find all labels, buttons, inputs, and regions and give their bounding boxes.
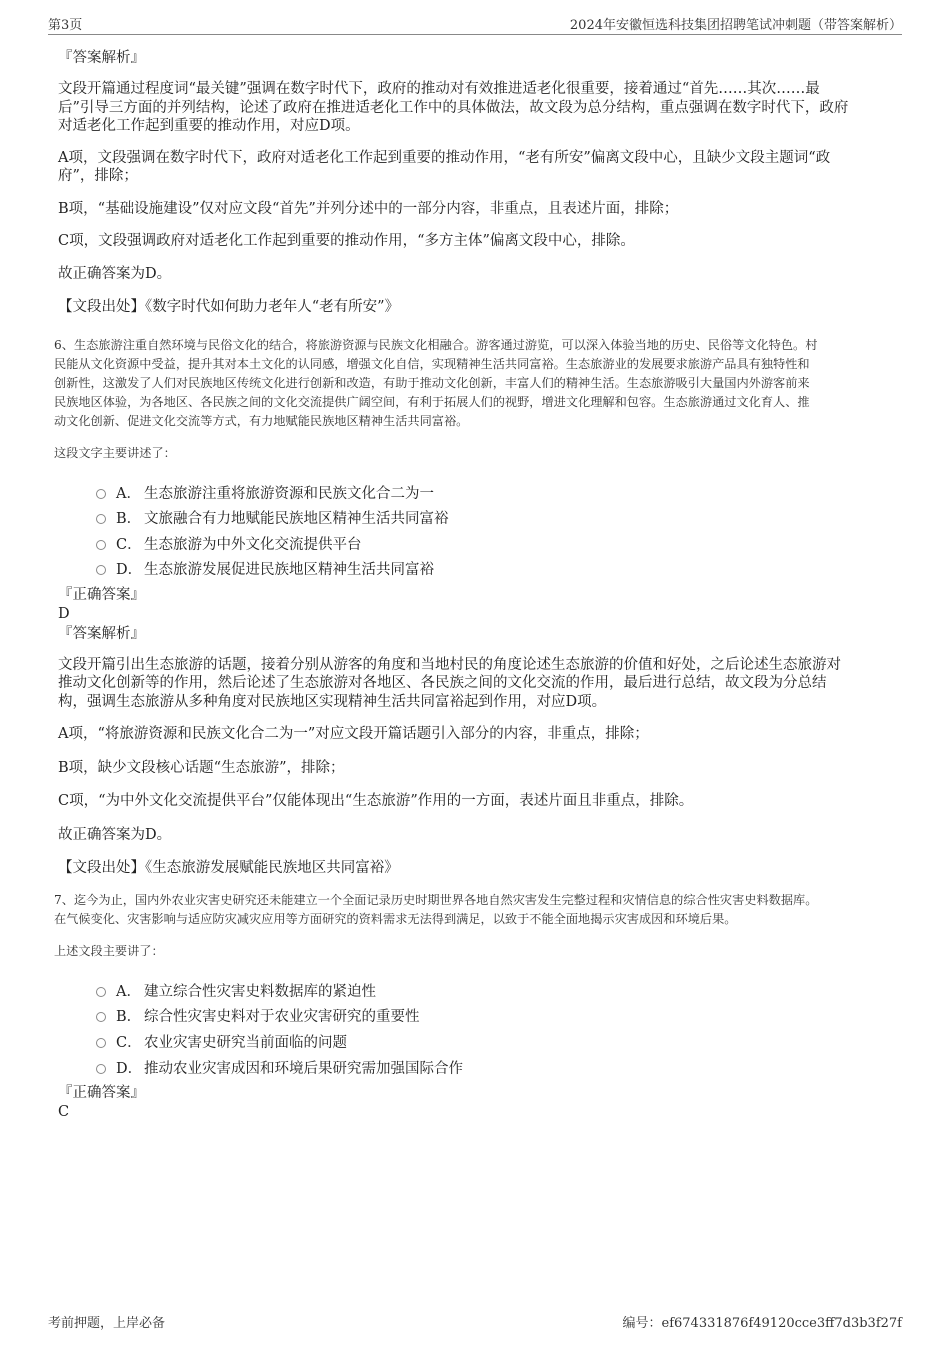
q7-correct-value: C: [58, 1104, 70, 1121]
radio-icon[interactable]: [96, 489, 106, 499]
q6-question: 这段文字主要讲述了：: [54, 445, 176, 460]
q7-option-c[interactable]: C． 农业灾害史研究当前面临的问题: [96, 1031, 892, 1057]
q6-stem: 6、生态旅游注重自然环境与民俗文化的结合，将旅游资源与民族文化相融合。游客通过游览，可以深入体验当地的历史、民俗等文化特色。村 民能从文化资源中受益，提升其对本土文化的认同感，增强文化自信，实现精神生活共同富裕。生态旅游业的发展要求旅游产品具有独特性和 创新性，这激发了人们对民族地区传统文化进行创新和改造，有助于推动文化创新，丰富人们的精神生活。生态旅游吸引大量国内外游客前来 民族地区体验，为各地区、各民族之间的文化交流提供广阔空间，有利于拓展人们的视野，增进文化理解和包容。生态旅游通过文化育人、推 动文化创新、促进文化交流等方式，有力地赋能民族地区精神生活共同富裕。: [54, 337, 818, 428]
radio-icon[interactable]: [96, 1064, 106, 1074]
document-title: 2024年安徽恒选科技集团招聘笔试冲刺题（带答案解析）: [569, 18, 902, 33]
radio-icon[interactable]: [96, 1038, 106, 1048]
radio-icon[interactable]: [96, 987, 106, 997]
q5-item-a: A项，文段强调在数字时代下，政府对适老化工作起到重要的推动作用，“老有所安”偏离文段中心，且缺少文段主题词“政 府”，排除；: [58, 149, 831, 184]
footer-slogan: 考前押题，上岸必备: [48, 1316, 166, 1331]
q6-item-b: B项，缺少文段核心话题“生态旅游”，排除；: [58, 759, 345, 776]
q6-option-a[interactable]: A． 生态旅游注重将旅游资源和民族文化合二为一: [96, 482, 892, 508]
q7-options: [96, 980, 892, 1082]
q5-source: 【文段出处】《数字时代如何助力老年人“老有所安”》: [58, 299, 400, 315]
q7-question: 上述文段主要讲了：: [54, 943, 164, 958]
q6-analysis: 文段开篇引出生态旅游的话题，接着分别从游客的角度和当地村民的角度论述生态旅游的价值和好处，之后论述生态旅游对 推动文化创新等的作用，然后论述了生态旅游对各地区、各民族之间的文化交流的作用，最后进行总结，故文段为分总结 构，强调生态旅游从多种角度对民族地区实现精神生活共同富裕起到作用，对应D项。: [58, 656, 841, 710]
page-content: [54, 46, 892, 1122]
page-footer: [48, 1312, 902, 1332]
q5-conclusion: 故正确答案为D。: [58, 265, 172, 282]
q7-option-a[interactable]: A． 建立综合性灾害史料数据库的紧迫性: [96, 980, 892, 1006]
q6-correct-value: D: [58, 605, 70, 622]
q6-options: [96, 482, 892, 584]
q5-analysis-label: 『答案解析』: [58, 50, 145, 66]
q5-item-b: B项，“基础设施建设”仅对应文段“首先”并列分述中的一部分内容，非重点，且表述片面，排除；: [58, 200, 679, 217]
page-number: 第3页: [48, 18, 83, 33]
q6-conclusion: 故正确答案为D。: [58, 826, 172, 843]
q6-correct-label: 『正确答案』: [58, 586, 145, 603]
q7-option-b[interactable]: B． 综合性灾害史料对于农业灾害研究的重要性: [96, 1005, 892, 1031]
q6-source: 【文段出处】《生态旅游发展赋能民族地区共同富裕》: [58, 860, 399, 877]
q5-item-c: C项，文段强调政府对适老化工作起到重要的推动作用，“多方主体”偏离文段中心，排除。: [58, 233, 635, 249]
radio-icon[interactable]: [96, 1012, 106, 1022]
page-header: [48, 12, 902, 35]
q6-option-c[interactable]: C． 生态旅游为中外文化交流提供平台: [96, 533, 892, 559]
q7-correct-label: 『正确答案』: [58, 1085, 145, 1102]
q6-item-a: A项，“将旅游资源和民族文化合二为一”对应文段开篇话题引入部分的内容，非重点，排除；: [58, 726, 649, 743]
q6-analysis-label: 『答案解析』: [58, 625, 145, 642]
q5-analysis: 文段开篇通过程度词“最关键”强调在数字时代下，政府的推动对有效推进适老化很重要，接着通过“首先……其次……最 后”引导三方面的并列结构，论述了政府在推进适老化工作中的具体做法，故文段为总分结构，重点强调在数字时代下，政府 对适老化工作起到重要的推动作用，对应D项。: [58, 81, 849, 134]
q6-option-b[interactable]: B． 文旅融合有力地赋能民族地区精神生活共同富裕: [96, 507, 892, 533]
q7-option-d[interactable]: D． 推动农业灾害成因和环境后果研究需加强国际合作: [96, 1057, 892, 1083]
radio-icon[interactable]: [96, 514, 106, 524]
q7-stem: 7、迄今为止，国内外农业灾害史研究还未能建立一个全面记录历史时期世界各地自然灾害发生完整过程和灾情信息的综合性灾害史料数据库。 在气候变化、灾害影响与适应防灾减灾应用等方面研究的资料需求无法得到满足，以致于不能全面地揭示灾害成因和环境后果。: [54, 892, 818, 926]
radio-icon[interactable]: [96, 540, 106, 550]
q6-option-d[interactable]: D． 生态旅游发展促进民族地区精神生活共同富裕: [96, 558, 892, 584]
q6-item-c: C项，“为中外文化交流提供平台”仅能体现出“生态旅游”作用的一方面，表述片面且非重点，排除。: [58, 793, 694, 810]
radio-icon[interactable]: [96, 565, 106, 575]
document-id: 编号：ef674331876f49120cce3ff7d3b3f27f: [622, 1316, 902, 1331]
